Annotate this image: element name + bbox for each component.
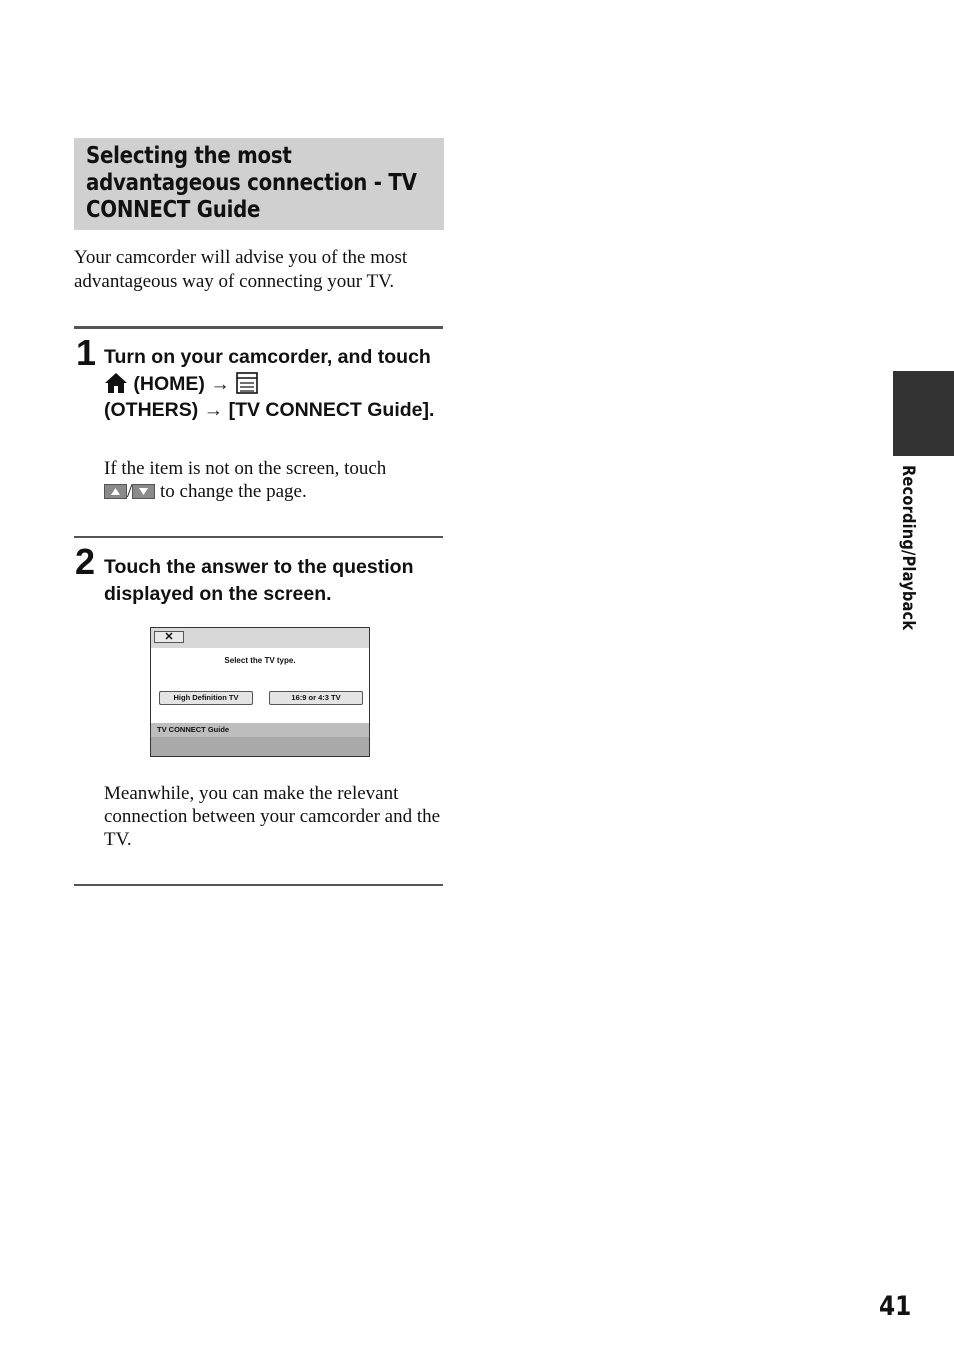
home-icon	[104, 372, 128, 394]
section-header	[74, 138, 444, 230]
scroll-down-icon	[132, 484, 155, 499]
arrow-1: →	[210, 372, 230, 395]
home-label: (HOME)	[128, 372, 211, 395]
step1-instruction	[104, 344, 449, 424]
lcd-topbar	[151, 628, 369, 648]
step1-note	[104, 457, 449, 503]
section-title: Selecting the most advantageous connection - TV CONNECT Guide	[86, 143, 417, 223]
step1-divider	[74, 326, 443, 329]
step2-number: 2	[75, 541, 96, 582]
note-separator: /	[127, 481, 133, 502]
step1-number: 1	[76, 332, 97, 373]
intro-text: Your camcorder will advise you of the most advantageous way of connecting your TV.	[74, 247, 408, 292]
lcd-screen	[150, 627, 370, 757]
step2-note: Meanwhile, you can make the relevant connection between your camcorder and the TV.	[104, 783, 441, 850]
page-number: 41	[879, 1291, 912, 1322]
hd-tv-button[interactable]: High Definition TV	[159, 691, 253, 705]
others-icon	[235, 372, 259, 394]
close-icon[interactable]: ✕	[154, 631, 184, 643]
bottom-divider	[74, 884, 443, 886]
step1-text-a: Turn on your camcorder, and touch	[104, 346, 431, 368]
lcd-footer-label: TV CONNECT Guide	[151, 723, 369, 737]
arrow-2: →	[203, 399, 224, 421]
side-tab	[893, 371, 954, 456]
others-label: (OTHERS)	[104, 399, 204, 421]
lcd-footer	[151, 723, 369, 756]
step2-divider	[74, 536, 443, 538]
step1-note-b: to change the page.	[155, 481, 307, 502]
sd-tv-button[interactable]: 16:9 or 4:3 TV	[269, 691, 363, 705]
side-tab-label	[896, 465, 918, 640]
step1-note-a: If the item is not on the screen, touch	[104, 458, 387, 479]
step2-instruction: Touch the answer to the question displayed on the screen.	[104, 556, 414, 605]
step1-text-b: [TV CONNECT Guide].	[223, 399, 435, 421]
side-tab-text: Recording/Playback	[898, 465, 918, 631]
scroll-up-icon	[104, 484, 127, 499]
lcd-question: Select the TV type.	[224, 656, 296, 665]
